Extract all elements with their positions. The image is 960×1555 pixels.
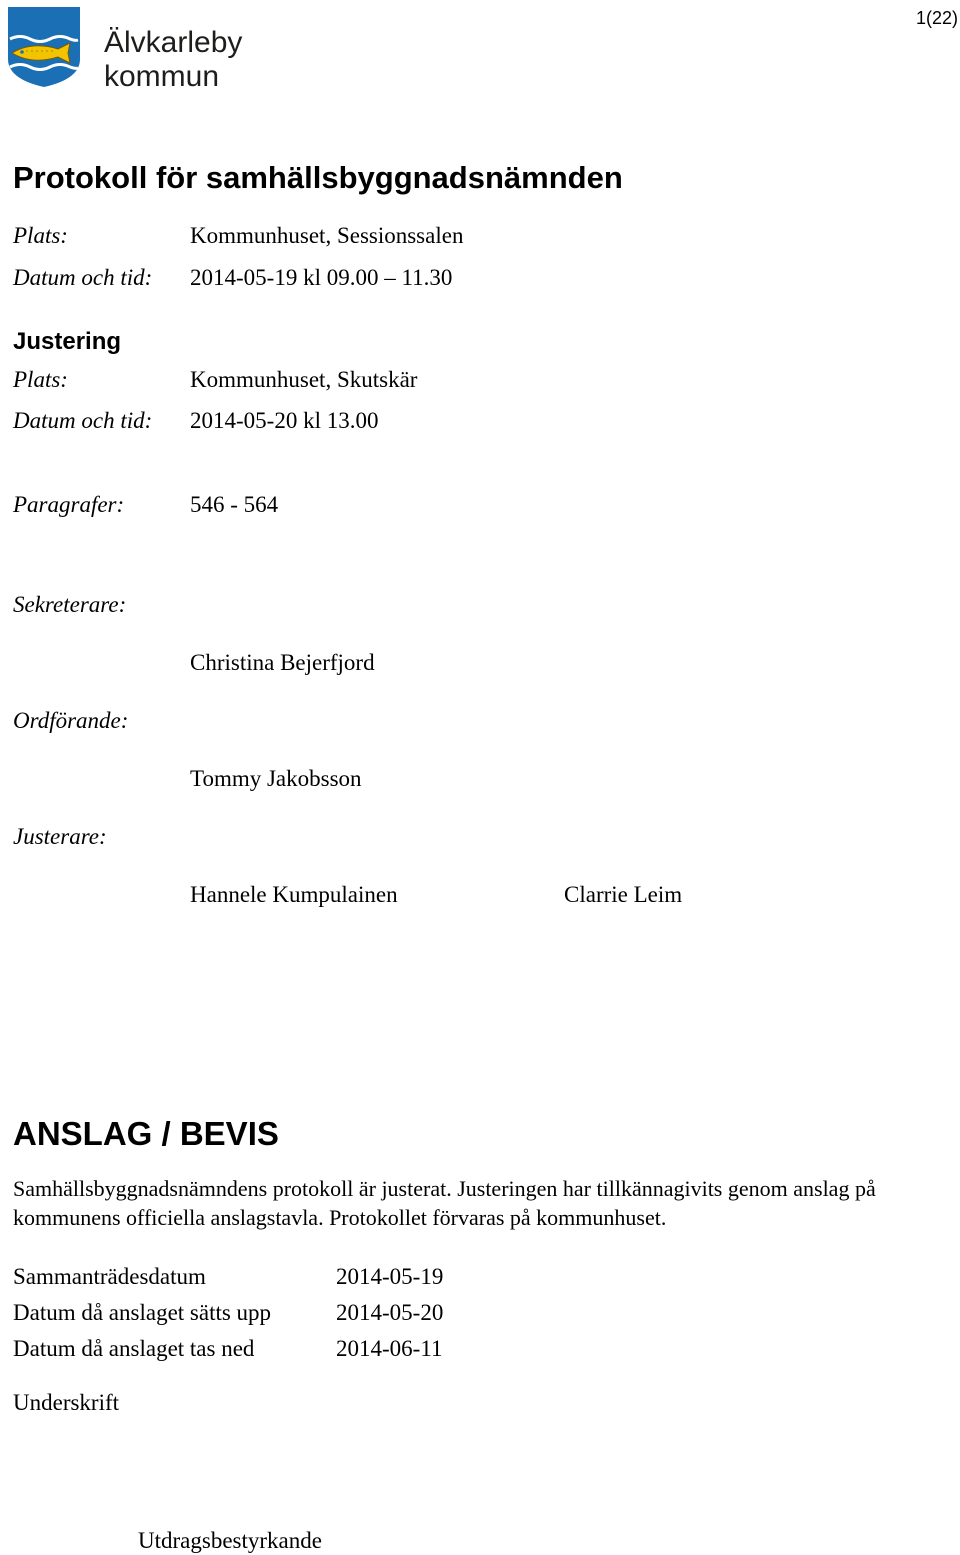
adjusters-label: Justerare:	[13, 824, 107, 849]
dates-row-label: Datum då anslaget sätts upp	[13, 1300, 272, 1325]
municipality-name-line2: kommun	[104, 60, 220, 93]
dates-row-value: 2014-05-20	[336, 1300, 444, 1325]
meeting-datetime-value: 2014-05-19 kl 09.00 – 11.30	[190, 265, 453, 290]
meeting-place-label: Plats:	[13, 223, 68, 248]
dates-row-label: Datum då anslaget tas ned	[13, 1336, 255, 1361]
fish-coat-of-arms-icon	[8, 7, 80, 87]
justering-place-value: Kommunhuset, Skutskär	[190, 367, 418, 392]
meeting-place-value: Kommunhuset, Sessionssalen	[190, 223, 464, 248]
chair-label: Ordförande:	[13, 708, 129, 733]
municipality-name-line1: Älvkarleby	[104, 26, 243, 59]
justering-place-label: Plats:	[13, 367, 68, 392]
justering-heading: Justering	[13, 328, 122, 355]
adjuster-2-name: Clarrie Leim	[564, 882, 683, 907]
anslag-heading: ANSLAG / BEVIS	[13, 1115, 279, 1152]
anslag-text: Samhällsbyggnadsnämndens protokoll är justerat. Justeringen har tillkännagivits genom anslag på kommunens officiella anslagstavla. Protokollet förvaras på kommunhuset.	[13, 1176, 876, 1230]
paragraphs-value: 546 - 564	[190, 492, 279, 517]
dates-row-label: Sammanträdesdatum	[13, 1264, 206, 1289]
dates-row-value: 2014-05-19	[336, 1264, 444, 1289]
chair-name: Tommy Jakobsson	[190, 766, 362, 791]
page-number: 1(22)	[915, 8, 958, 28]
adjuster-1-name: Hannele Kumpulainen	[190, 882, 398, 907]
secretary-name: Christina Bejerfjord	[190, 650, 375, 675]
meeting-datetime-label: Datum och tid:	[13, 265, 153, 290]
secretary-label: Sekreterare:	[13, 592, 127, 617]
justering-datetime-label: Datum och tid:	[13, 408, 153, 433]
signature-label: Underskrift	[13, 1390, 120, 1415]
justering-datetime-value: 2014-05-20 kl 13.00	[190, 408, 379, 433]
dates-row-value: 2014-06-11	[336, 1336, 443, 1361]
certification-label: Utdragsbestyrkande	[138, 1528, 322, 1553]
paragraphs-label: Paragrafer:	[13, 492, 125, 517]
page-title: Protokoll för samhällsbyggnadsnämnden	[13, 160, 623, 195]
